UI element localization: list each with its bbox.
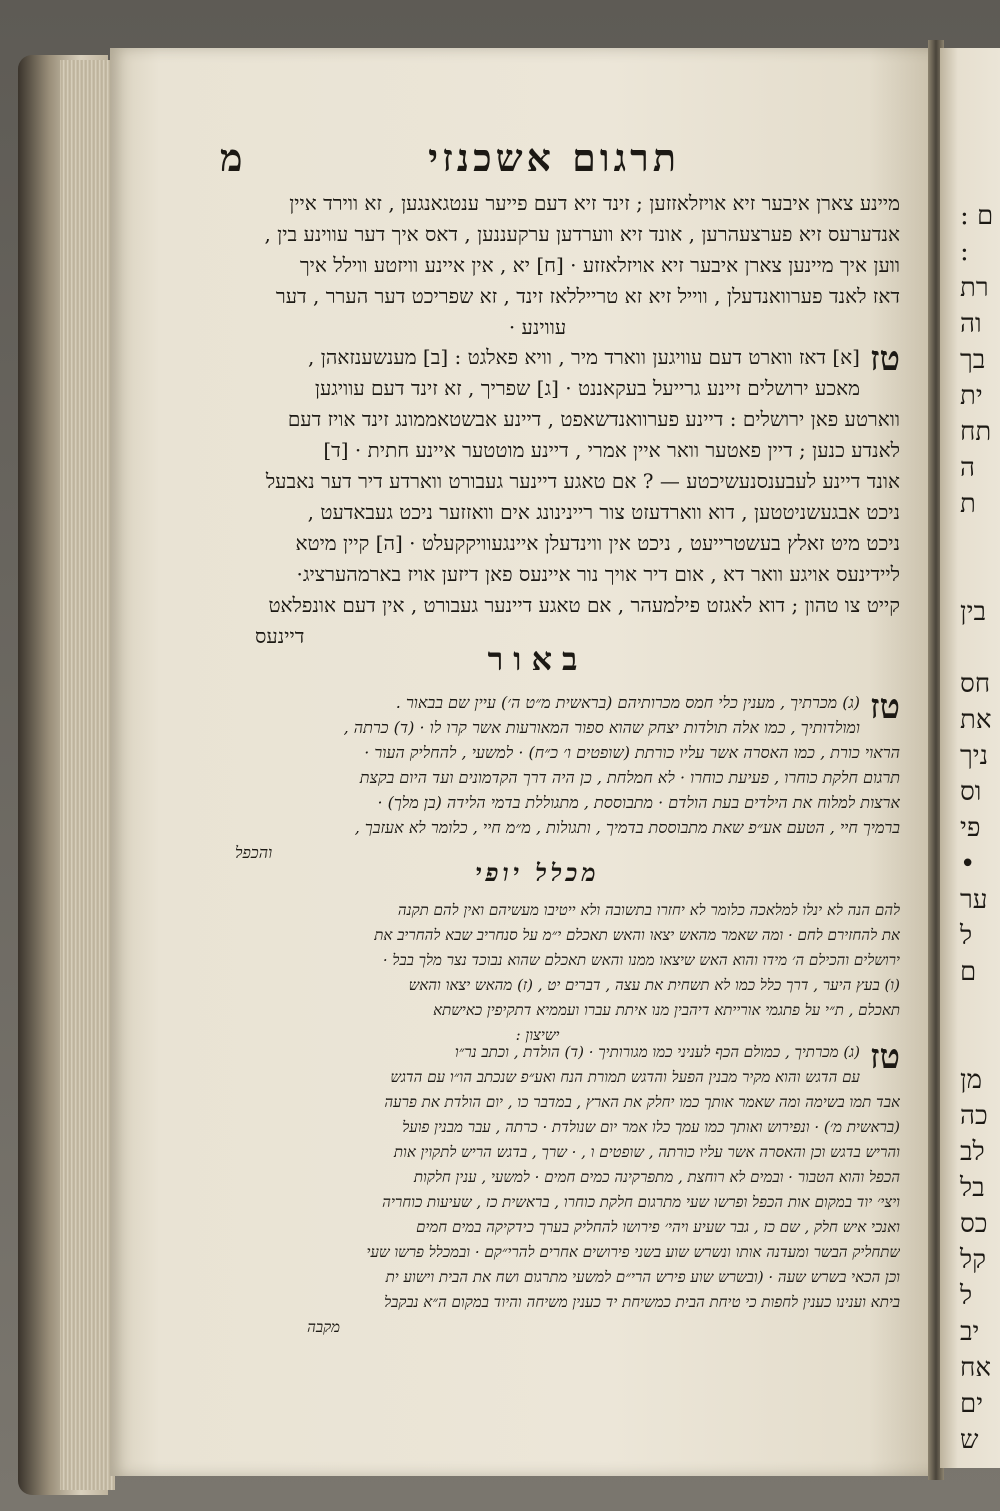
text-line: אנדערעס זיא פערצעהרען , אונד זיא ווערדען ערקעננען , דאס איך דער עווינע בין , bbox=[264, 222, 900, 246]
right-page-line: כס bbox=[960, 1209, 988, 1239]
mikhlal-yofi-commentary bbox=[175, 898, 900, 1048]
text-line: ומולדותיך , כמו אלה תולדות יצחק שהוא ספור המאורעות אשר קרו לו · (ד) כרתה , bbox=[343, 718, 860, 737]
text-line: מיינע צארן איבער זיא אויזלאזזען ; זינד זיא דעם פייער ענטגאנגען , זא ווירד איין bbox=[289, 191, 900, 215]
mikhlal-yofi-title: מכלל יופי bbox=[475, 858, 600, 887]
text-line: הכפל והוא הטבור · ובמים לא רוחצת , מתפרקינה כמים חמים · למשעי , ענין חלקות bbox=[413, 1168, 900, 1186]
text-line: (ג) מכרתיך , כמולם הכף לעניני כמו מגורותיך · (ד) הולדת , וכתב נר״ו bbox=[454, 1043, 860, 1061]
right-page-line: ניך bbox=[960, 741, 989, 771]
right-page-line: ים bbox=[960, 1389, 984, 1419]
text-line: הראוי כורת , כמו האסרה אשר עליו כורתת (שופטים ו׳ כ״ח) · למשעי , להחליק העור · bbox=[364, 743, 900, 762]
text-line: עם הדגש והוא מקיר מבנין הפעל והדגש תמורת הנח ואע״פ שנכתב הו״ו עם הדגש bbox=[390, 1068, 860, 1086]
text-line: מאכע ירושלים זיינע גרייעל בעקאננט · [ג] שפריך , זא זינד דעם עוויגען bbox=[314, 376, 860, 400]
text-line: דיינעס bbox=[255, 624, 305, 648]
running-header bbox=[200, 135, 850, 195]
right-page-line: בל bbox=[960, 1173, 985, 1203]
right-page-line: ל bbox=[960, 921, 973, 951]
text-line: להם הנה לא ינלו למלאכה כלומר לא יחזרו בתשובה ולא ייטיבו מעשיהם ואין להם תקנה bbox=[397, 901, 900, 919]
text-line: (ו) בעץ היער , דרך כלל כמו לא תשחית את עצה , דברים יט , (ז) מהאש יצאו והאש bbox=[408, 976, 900, 994]
text-line: אונד דיינע לעבענסנעשיכטע — ? אם טאגע דיינער געבורט ווארדע דיר דער נאבעל bbox=[265, 469, 900, 493]
right-page-line: : bbox=[960, 237, 969, 267]
right-page-line: ה bbox=[960, 453, 975, 483]
right-page-line: כה bbox=[960, 1101, 988, 1131]
right-page-line: פי bbox=[960, 813, 981, 843]
right-page-line: ת bbox=[960, 489, 976, 519]
right-page-line: יב bbox=[960, 1317, 980, 1347]
text-line: ויצי׳ יוד במקום אות הכפל ופרשו שעי מתרגום חלקת כוחרו , בראשית כז , שעיעות כוחריה bbox=[382, 1193, 900, 1211]
right-page-line: לב bbox=[960, 1137, 985, 1167]
right-page-line: את bbox=[960, 705, 992, 735]
text-line: ליידינעס אויגע וואר דא , אום דיר אויך נור איינעס פאן דיזען אויז בארמהערציג· bbox=[296, 562, 900, 586]
chapter-marker: טז bbox=[869, 339, 900, 379]
text-line: והריש בדגש וכן והאסרה אשר עליו כורתה , שופטים ו , · שרך , בדגש הריש לתקוין אות bbox=[393, 1143, 900, 1161]
right-page-fragment bbox=[940, 48, 1000, 1468]
right-page-line: מן bbox=[960, 1065, 983, 1095]
right-page-line: ית bbox=[960, 381, 983, 411]
text-line: וכן הכאי בשרש שעה · (ובשרש שוע פירש הרי״ם למשעי מתרגום ושח את הבית וישוע ית bbox=[385, 1268, 900, 1286]
translation-block-1 bbox=[175, 188, 900, 343]
right-page-line: • bbox=[960, 849, 976, 879]
right-page-line: וה bbox=[960, 309, 982, 339]
right-page-line bbox=[940, 990, 1000, 1026]
right-page-line: חס bbox=[960, 669, 991, 699]
lower-commentary bbox=[175, 1037, 900, 1340]
right-page-line: ם bbox=[960, 957, 977, 987]
text-line: ווארטע פאן ירושלים : דיינע פערוואנדשאפט , דיינע אבשטאממונג זינד אויז דעם bbox=[287, 407, 900, 431]
page-number: מ bbox=[220, 135, 243, 180]
text-line: תאכלם , ת״י על פתגמי אורייתא דיהבין מנו איתת עברו ועממיא דתקיפין כאישתא bbox=[433, 1001, 900, 1019]
right-page-line bbox=[940, 522, 1000, 558]
text-line: מקבה bbox=[307, 1318, 340, 1336]
text-line: לאנדע כנען ; דיין פאטער וואר איין אמרי , דיינע מוטטער איינע חתית · [ד] bbox=[323, 438, 900, 462]
right-page-line: ש bbox=[960, 1425, 979, 1455]
right-page-line: ער bbox=[960, 885, 988, 915]
text-line: אבד תמו בשימה ומה שאמר אותך כמו יחלק את הארץ , במדבר כו , יום הולדת את פרעה bbox=[384, 1093, 900, 1111]
right-page-line: וס bbox=[960, 777, 982, 807]
text-line: ווען איך מיינען צארן איבער זיא אויזלאזזע · [ח] יא , אין איינע וויזטע ווילל איך bbox=[299, 253, 900, 277]
text-line: ואנכי איש חלק , שם כז , גבר שעיע ויהי׳ פירושו להחליק בערך כידקיקה במים חמים bbox=[416, 1218, 900, 1236]
right-page-line bbox=[940, 630, 1000, 666]
text-line: ירושלים והכילם ה׳ מידו והוא האש שיצאו ממנו והאש תאכלם שהוא נבוכד נצר מלך בבל · bbox=[382, 951, 900, 969]
chapter-marker: טז bbox=[869, 1037, 900, 1077]
right-page-line: קל bbox=[960, 1245, 987, 1275]
right-page-line: תח bbox=[960, 417, 992, 447]
text-line: (ג) מכרתיך , מענין כלי חמס מכרותיהם (בראשית מ״ט ה׳) עיין שם בבאור . bbox=[395, 693, 860, 712]
text-line: ארצות למלוח את הילדים בעת הולדם · מתבוססת , מתגוללת בדמי הלידה (בן מלך) · bbox=[377, 793, 900, 812]
right-page-line: בך bbox=[960, 345, 986, 375]
right-page-lines bbox=[940, 48, 1000, 1458]
right-page-line bbox=[940, 558, 1000, 594]
text-line: והכפל bbox=[235, 843, 273, 862]
text-line: שתחליק הבשר ומעדנה אותו ונשרש שוע בשני פירושים אחרים להרי״קם · ובמכלל פרשו שעי bbox=[366, 1243, 900, 1261]
text-line: דאז לאנד פערוואנדעלן , ווייל זיא זא טרייללאז זינד , זא שפריכט דער הערר , דער bbox=[275, 284, 900, 308]
right-page-line bbox=[940, 1026, 1000, 1062]
text-line: ניכט אבגעשניטטען , דוא ווארדעזט צור ריינינונג אים וואזזער ניכט געבאדעט , bbox=[307, 500, 900, 524]
right-page-line: אח bbox=[960, 1353, 991, 1383]
right-page-line: ם : bbox=[960, 201, 994, 231]
biur-title: באור bbox=[487, 640, 588, 678]
text-line: ביתא וענינו כענין לחפות כי טיחת הבית כמשיחת יד כענין משיחה והיוד במקום ה״א נבקבל bbox=[384, 1293, 900, 1311]
translation-block-2 bbox=[175, 339, 900, 652]
text-line: (בראשית מ׳) · ונפירוש ואותך כמו עמך כלו אמר יום שנולדת · כרתה , עבר מבנין פועל bbox=[402, 1118, 900, 1136]
right-page-line: ל bbox=[960, 1281, 973, 1311]
text-line: תרגום חלקת כוחרו , פעיעת כוחרו · לא חמלחת , כן היה דרך הקדמונים ועד היום בקצת bbox=[359, 768, 900, 787]
page-edges bbox=[60, 60, 115, 1490]
text-line: ברמיך חיי , הטעם אע״פ שאת מתבוססת בדמיך , ותגולות , מ״מ חיי , כלומר לא אעזבך , bbox=[354, 818, 900, 837]
text-line: ניכט מיט זאלץ בעשטרייעט , ניכט אין ווינדעלן איינגעוויקקעלט · [ה] קיין מיטא bbox=[295, 531, 900, 555]
right-page-line: רת bbox=[960, 273, 989, 303]
text-line: עווינע · bbox=[508, 315, 567, 339]
text-line: ישיצון : bbox=[515, 1026, 560, 1044]
chapter-marker: טז bbox=[869, 687, 900, 727]
text-line: את להחזירם לחם · ומה שאמר מהאש יצאו והאש תאכלם י״מ על סנחריב שבא להחריב את bbox=[374, 926, 900, 944]
biur-commentary bbox=[175, 687, 900, 865]
right-page-line: בין bbox=[960, 597, 986, 627]
text-line: [א] דאז ווארט דעם עוויגען ווארד מיר , וויא פאלגט : [ב] מענשענזאהן , bbox=[308, 345, 860, 369]
page-title: תרגום אשכנזי bbox=[428, 135, 680, 180]
text-line: קייט צו טהון ; דוא לאגזט פילמעהר , אם טאגע דיינער געבורט , אין דעם אונפלאט bbox=[268, 593, 900, 617]
